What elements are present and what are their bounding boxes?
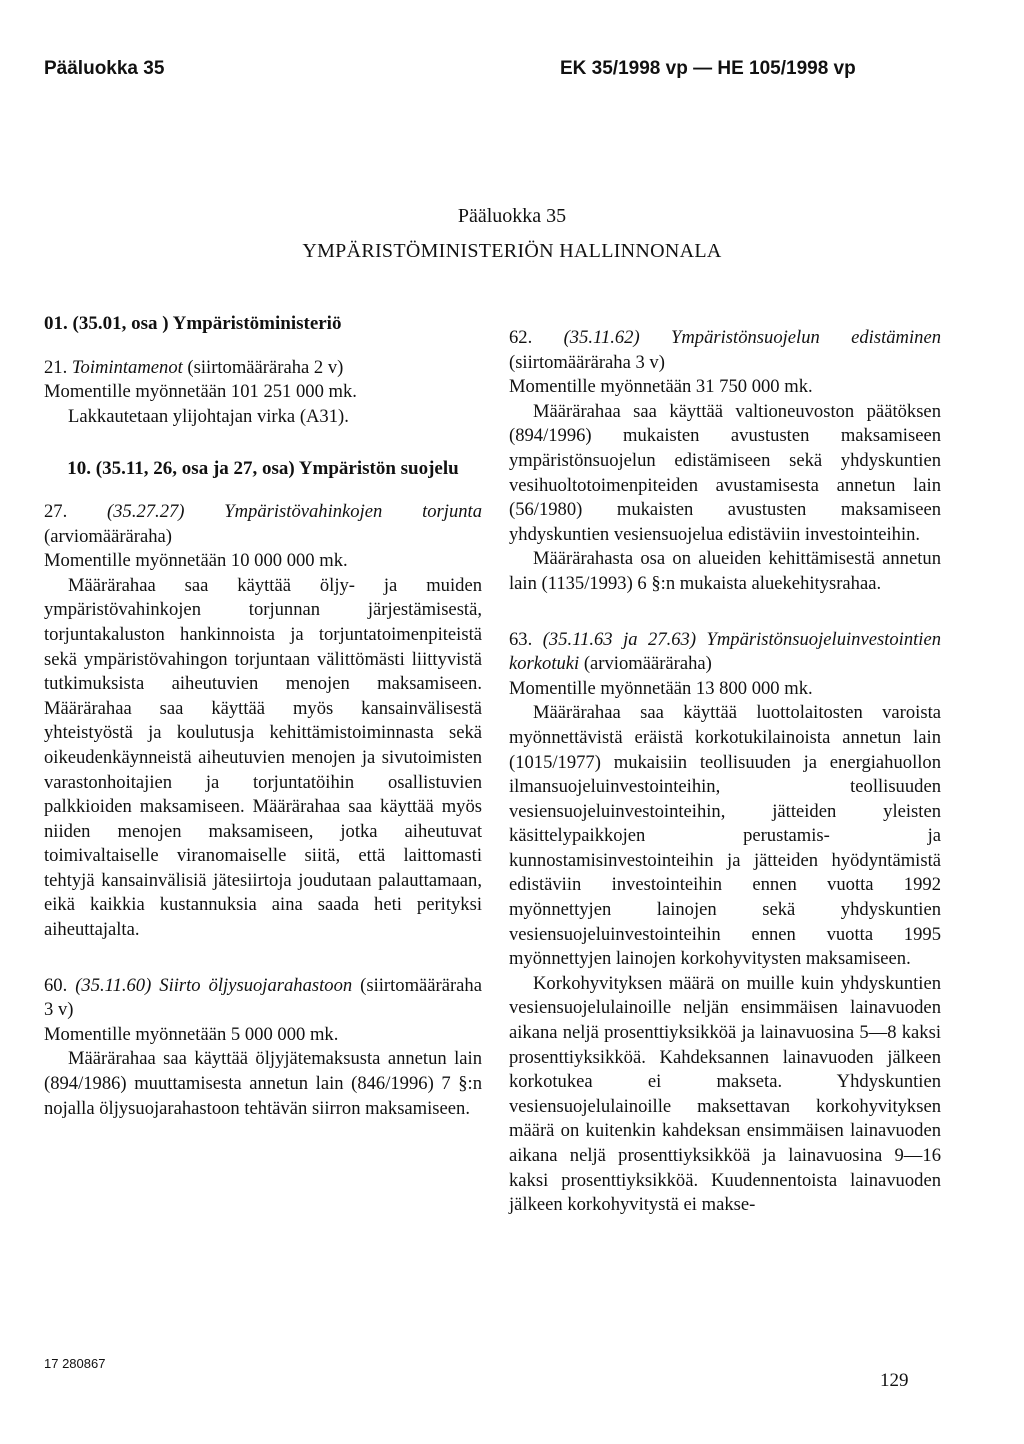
running-header-left: Pääluokka 35	[44, 58, 165, 79]
item-60-amount: Momentille myönnetään 5 000 000 mk.	[44, 1023, 339, 1045]
section-heading-10: 10. (35.11, 26, osa ja 27, osa) Ympäristön suojelu	[67, 458, 459, 480]
item-63-heading	[509, 628, 941, 677]
item-63-text-2: Korkohyvityksen määrä on muille kuin yhdyskuntien vesiensuojelulainoille neljän ensimmäisen lainavuoden aikana neljä prosenttiyksikköä ja lainavuosina 5—8 kaksi prosenttiyksikköä. Kahdeksannen lainavuoden jälkeen korkotukea ei makseta. Yhdyskuntien vesiensuojelulainoille maksettavan korkohyvityksen määrä on kuitenkin kahdeksan ensimmäisen lainavuoden aikana neljä prosenttiyksikköä ja lainavuosina 9—16 kaksi prosenttiyksikköä. Kuudennentoista lainavuoden jälkeen korkohyvitystä ei makse-	[509, 972, 941, 1216]
item-60-heading	[44, 974, 482, 1023]
item-27-text: Määrärahaa saa käyttää öljy- ja muiden ympäristövahinkojen torjunnan järjestämisestä, torjuntakaluston hankinnoista ja torjuntatoimenpiteistä sekä ympäristövahingon torjuntaan välittömästi liittyvistä tutkimuksista aiheutuvien menojen maksamiseen. Määrärahaa saa käyttää myös kansainvälisestä yhteistyöstä ja koulutusja kehittämistoiminnasta sekä oikeudenkäynneistä aiheutuvien menojen ja sivutoimisten varastonhoitajien ja torjuntatöihin osallistuvien palkkioiden maksamiseen. Määrärahaa saa käyttää myös niiden menojen maksamiseen, jotka aiheutuvat toimivaltaiselle viranomaiselle siitä, että laittomasti tehtyjä kansainvälisiä jätesiirtoja joudutaan palauttamaan, eikä kaikkia kustannuksia aina saada heti perityksi aiheuttajalta.	[44, 574, 482, 941]
item-type: (siirtomääräraha 2 v)	[182, 356, 344, 378]
item-number: 27.	[44, 500, 108, 522]
item-number: 60.	[44, 974, 76, 996]
item-number: 62.	[509, 327, 564, 348]
item-type: (arviomääräraha)	[44, 525, 172, 547]
right-column	[509, 326, 941, 1218]
item-title: Toimintamenot	[71, 356, 183, 378]
item-title: (35.11.62) Ympäristönsuojelun edistäminen	[563, 327, 941, 348]
item-title: (35.27.27) Ympäristövahinkojen torjunta	[107, 500, 483, 522]
item-number: 63.	[509, 628, 543, 650]
section-heading-01: 01. (35.01, osa ) Ympäristöministeriö	[44, 313, 342, 334]
running-header-right: EK 35/1998 vp — HE 105/1998 vp	[560, 58, 856, 79]
item-21-amount: Momentille myönnetään 101 251 000 mk.	[44, 381, 357, 403]
item-title: (35.11.60) Siirto öljysuojarahastoon	[75, 974, 353, 996]
item-21-heading	[44, 356, 482, 381]
item-63-text-1: Määrärahaa saa käyttää luottolaitosten varoista myönnettävistä eräistä korkotukilainoista annetun lain (1015/1977) mukaisiin teollisuuden ja energiahuollon ilmansuojeluinvestointeihin, teollisuuden vesiensuojeluinvestointeihin, jätteiden yleisten käsittelypaikkojen perustamis- ja kunnostamisinvestointeihin ja jätteiden hyödyntämistä edistäviin investointeihin ennen vuotta 1992 myönnettyjen lainojen sekä yhdyskuntien vesiensuojeluinvestointeihin ennen vuotta 1995 myönnettyjen lainojen korkohyvitysten maksamiseen.	[509, 702, 941, 970]
item-type: (arviomääräraha)	[579, 653, 712, 675]
main-class-title: Pääluokka 35	[457, 205, 567, 227]
print-code: 17 280867	[44, 1356, 106, 1371]
item-type: (siirtomääräraha 3 v)	[509, 351, 665, 373]
item-63-amount: Momentille myönnetään 13 800 000 mk.	[509, 677, 813, 699]
item-number: 21.	[44, 356, 72, 378]
item-60-text: Määrärahaa saa käyttää öljyjätemaksusta annetun lain (894/1986) muuttamisesta annetun lain (846/1996) 7 §:n nojalla öljysuojarahastoon tehtävän siirron maksamiseen.	[44, 1048, 482, 1119]
item-62-amount: Momentille myönnetään 31 750 000 mk.	[509, 376, 813, 398]
item-type: (siirtomääräraha 3 v)	[44, 974, 482, 1021]
item-27-heading	[44, 500, 482, 549]
item-title: (35.11.63 ja 27.63) Ympäristönsuojeluinvestointien korkotuki	[509, 628, 941, 675]
ministry-title: YMPÄRISTÖMINISTERIÖN HALLINNONALA	[302, 240, 722, 262]
item-27-amount: Momentille myönnetään 10 000 000 mk.	[44, 550, 348, 572]
item-21-text: Lakkautetaan ylijohtajan virka (A31).	[68, 405, 349, 427]
left-column	[44, 312, 482, 1121]
item-62-text-1: Määrärahaa saa käyttää valtioneuvoston päätöksen (894/1996) mukaisten avustusten maksamiseen ympäristönsuojelun edistämiseen sekä yhdyskuntien vesihuoltotoimenpiteiden avustamisesta annetun lain (56/1980) mukaisten avustusten maksamiseen yhdyskuntien vesiensuojelua edistäviin investointeihin.	[509, 400, 941, 545]
item-62-text-2: Määrärahasta osa on alueiden kehittämisestä annetun lain (1135/1993) 6 §:n mukaista aluekehitysrahaa.	[509, 548, 941, 594]
page-number: 129	[880, 1370, 909, 1391]
item-62-heading	[509, 326, 941, 375]
